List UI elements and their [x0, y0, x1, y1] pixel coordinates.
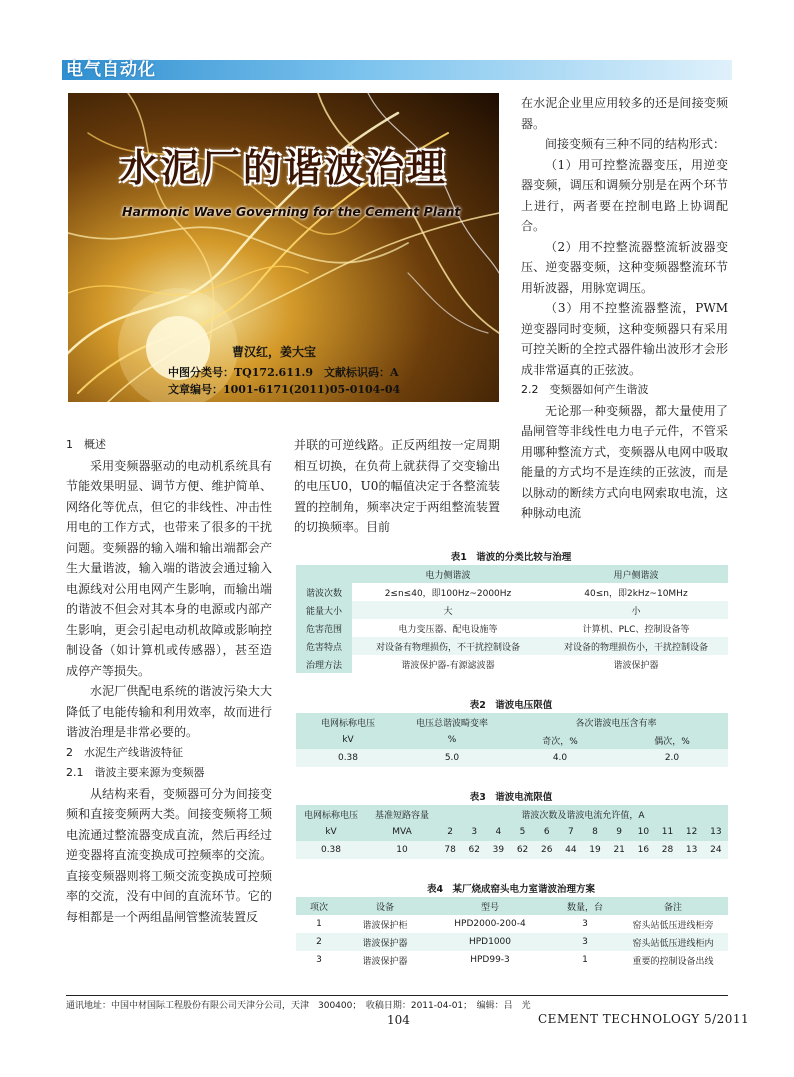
header-cell: 7	[559, 823, 583, 841]
section-heading: 2 水泥生产线谐波特征	[66, 745, 183, 759]
subsection-heading: 2.1 谐波主要来源为变频器	[66, 766, 205, 779]
table2-title: 表2 谐波电压限值	[469, 700, 553, 711]
header-cell: 5	[510, 823, 534, 841]
table-cell: HPD99-3	[428, 951, 552, 969]
paragraph: 并联的可逆线路。正反两组按一定周期相互切换，在负荷上就获得了交变输出的电压U0，U0的幅值决定于各整流装置的控制角，频率决定于两组整流装置的切换频率。目前	[294, 438, 500, 534]
row-label: 危害范围	[296, 619, 352, 637]
page-number: 104	[387, 1013, 410, 1027]
header-cell: MVA	[366, 823, 438, 841]
table4-title: 表4 某厂烧成窑头电力室谐波治理方案	[426, 884, 596, 895]
table3	[296, 805, 728, 859]
table-cell: 39	[486, 841, 510, 859]
table-cell: 62	[462, 841, 486, 859]
table1	[296, 565, 728, 673]
table-cell: 3	[296, 951, 342, 969]
header-cell: kV	[296, 731, 400, 749]
table-row	[296, 619, 728, 637]
table-row	[296, 583, 728, 601]
table-cell: 1	[296, 915, 342, 933]
header-cell: 各次谐波电压含有率	[504, 713, 728, 731]
title-banner	[68, 93, 499, 402]
table-cell: 对设备的物理损伤小，干扰控制设备	[544, 637, 728, 655]
journal-name: CEMENT TECHNOLOGY 5/2011	[538, 1012, 750, 1026]
table-cell: 谐波保护器	[342, 933, 428, 951]
paragraph: 从结构来看，变频器可分为间接变频和直接变频两大类。间接变频将工频电流通过整流器变成直流，然后再经过逆变器将直流变换成可控频率的交流。直接变频器则将工频交流变换成可控频率的交流，没有中间的直流环节。它的每相都是一个两组晶闸管整流装置反	[66, 786, 272, 924]
header-cell: 电网标称电压	[296, 805, 366, 823]
table-cell: 计算机、PLC、控制设备等	[544, 619, 728, 637]
table-cell: 2	[296, 933, 342, 951]
table-cell: 窑头站低压进线柜旁	[618, 915, 728, 933]
table-header-row	[296, 805, 728, 823]
table-cell: 1	[552, 951, 618, 969]
header-cell: 电压总谐波畸变率	[400, 713, 504, 731]
table-cell: 10	[366, 841, 438, 859]
table2	[296, 713, 728, 767]
paragraph: 无论那一种变频器，都大量使用了晶闸管等非线性电力电子元件，不管采用哪种整流方式，变频器从电网中吸取能量的方式均不是连续的正弦波，而是以脉动的断续方式向电网索取电流，这种脉动电流	[521, 403, 728, 520]
header-cell: 谐波次数及谐波电流允许值，A	[438, 805, 728, 823]
paragraph: 水泥厂供配电系统的谐波污染大大降低了电能传输和利用效率，故而进行谐波治理是非常必要的。	[66, 684, 272, 739]
table-cell: 小	[544, 601, 728, 619]
header-cell: 电网标称电压	[296, 713, 400, 731]
table-row	[296, 601, 728, 619]
table-cell: 重要的控制设备出线	[618, 951, 728, 969]
left-column	[66, 435, 272, 927]
table-header-row	[296, 823, 728, 841]
section-heading: 1 概述	[66, 438, 106, 451]
header-cell: 8	[583, 823, 607, 841]
table-cell: 28	[655, 841, 679, 859]
header-cell: 12	[680, 823, 704, 841]
header-cell: 10	[631, 823, 655, 841]
section-tag: 电气自动化	[66, 60, 156, 80]
header-cell: 电力侧谐波	[352, 565, 544, 583]
header-cell: 基准短路容量	[366, 805, 438, 823]
table-row	[296, 951, 728, 969]
paragraph: 在水泥企业里应用较多的还是间接变频器。	[521, 96, 728, 131]
header-cell: 9	[607, 823, 631, 841]
table-cell: 谐波保护器	[342, 951, 428, 969]
paragraph: 间接变频有三种不同的结构形式：	[545, 137, 726, 151]
right-top-column	[521, 93, 728, 524]
table-row	[296, 637, 728, 655]
correspondence-address: 通讯地址：中国中材国际工程股份有限公司天津分公司，天津 300400； 收稿日期：2011-04-01； 编辑：吕 光	[66, 1001, 531, 1011]
paragraph: （3）用不控整流器整流，PWM逆变器同时变频，这种变频器只有采用可控关断的全控式器件输出波形才会形成非常逼真的正弦波。	[521, 301, 728, 377]
classification-number: 中图分类号：TQ172.611.9 文献标识码：A	[168, 366, 399, 379]
header-cell: kV	[296, 823, 366, 841]
table-cell: 0.38	[296, 749, 400, 767]
header-cell: 奇次，%	[504, 731, 616, 749]
table-cell: 谐波保护器-有源滤波器	[352, 655, 544, 673]
table-row	[296, 933, 728, 951]
table-header-row	[296, 731, 728, 749]
header-cell: 13	[704, 823, 728, 841]
subsection-heading: 2.2 变频器如何产生谐波	[521, 383, 649, 396]
header-cell: 用户侧谐波	[544, 565, 728, 583]
table-row	[296, 655, 728, 673]
article-title: 水泥厂的谐波治理	[120, 146, 449, 190]
table-cell: 24	[704, 841, 728, 859]
row-label: 治理方法	[296, 655, 352, 673]
paragraph: （1）用可控整流器变压，用逆变器变频，调压和调频分别是在两个环节上进行，两者要在控制电路上协调配合。	[521, 157, 728, 233]
table3-title: 表3 谐波电流限值	[469, 792, 553, 803]
header-cell: 备注	[618, 897, 728, 915]
table-cell: 对设备有物理损伤，不干扰控制设备	[352, 637, 544, 655]
paragraph: 采用变频器驱动的电动机系统具有节能效果明显、调节方便、维护简单、网络化等优点，但它的非线性、冲击性用电的工作方式，也带来了很多的干扰问题。变频器的输入端和输出端都会产生大量谐波，输入端的谐波会通过输入电源线对公用电网产生影响，而输出端的谐波不但会对其本身的电源或内部产生影响，更会引起电动机故障或影响控制设备（如计算机或传感器），甚至造成停产等损失。	[66, 458, 272, 678]
table-cell: 4.0	[504, 749, 616, 767]
table-cell: 2≤n≤40，即100Hz~2000Hz	[352, 583, 544, 601]
table-cell: 26	[535, 841, 559, 859]
header-cell: 11	[655, 823, 679, 841]
header-cell: 项次	[296, 897, 342, 915]
row-label: 能量大小	[296, 601, 352, 619]
table-header-row	[296, 565, 728, 583]
table1-title: 表1 谐波的分类比较与治理	[450, 552, 572, 563]
table-cell: 2.0	[616, 749, 728, 767]
table-row	[296, 915, 728, 933]
footer-divider	[66, 995, 728, 996]
article-number: 文章编号：1001-6171(2011)05-0104-04	[168, 383, 401, 396]
table-cell: 3	[552, 915, 618, 933]
table-cell: HPD2000-200-4	[428, 915, 552, 933]
header-cell: 偶次，%	[616, 731, 728, 749]
row-label: 危害特点	[296, 637, 352, 655]
table-cell: 62	[510, 841, 534, 859]
table-row	[296, 841, 728, 859]
authors: 曹汉红，姜大宝	[232, 345, 317, 359]
header-cell: %	[400, 731, 504, 749]
table-cell: 21	[607, 841, 631, 859]
header-cell: 型号	[428, 897, 552, 915]
table-cell: 谐波保护柜	[342, 915, 428, 933]
article-title-english: Harmonic Wave Governing for the Cement Plant	[122, 204, 461, 219]
table-cell: 谐波保护器	[544, 655, 728, 673]
header-cell	[296, 565, 352, 583]
table-header-row	[296, 713, 728, 731]
header-cell: 数量，台	[552, 897, 618, 915]
table-cell: HPD1000	[428, 933, 552, 951]
table-cell: 大	[352, 601, 544, 619]
middle-column	[294, 435, 500, 538]
table-cell: 电力变压器、配电设施等	[352, 619, 544, 637]
paragraph: （2）用不控整流器整流斩波器变压、逆变器变频，这种变频器整流环节用斩波器，用脉宽调压。	[521, 239, 728, 295]
table-cell: 44	[559, 841, 583, 859]
table-cell: 0.38	[296, 841, 366, 859]
row-label: 谐波次数	[296, 583, 352, 601]
table-cell: 19	[583, 841, 607, 859]
table-cell: 窑头站低压进线柜内	[618, 933, 728, 951]
table-cell: 3	[552, 933, 618, 951]
table4	[296, 897, 728, 969]
header-cell: 4	[486, 823, 510, 841]
header-cell: 设备	[342, 897, 428, 915]
table-cell: 78	[438, 841, 462, 859]
table-row	[296, 749, 728, 767]
table-cell: 16	[631, 841, 655, 859]
table-cell: 40≤n，即2kHz~10MHz	[544, 583, 728, 601]
header-cell: 2	[438, 823, 462, 841]
table-cell: 13	[680, 841, 704, 859]
table-cell: 5.0	[400, 749, 504, 767]
header-cell: 3	[462, 823, 486, 841]
header-cell: 6	[535, 823, 559, 841]
table-header-row	[296, 897, 728, 915]
section-header-band	[62, 60, 732, 80]
